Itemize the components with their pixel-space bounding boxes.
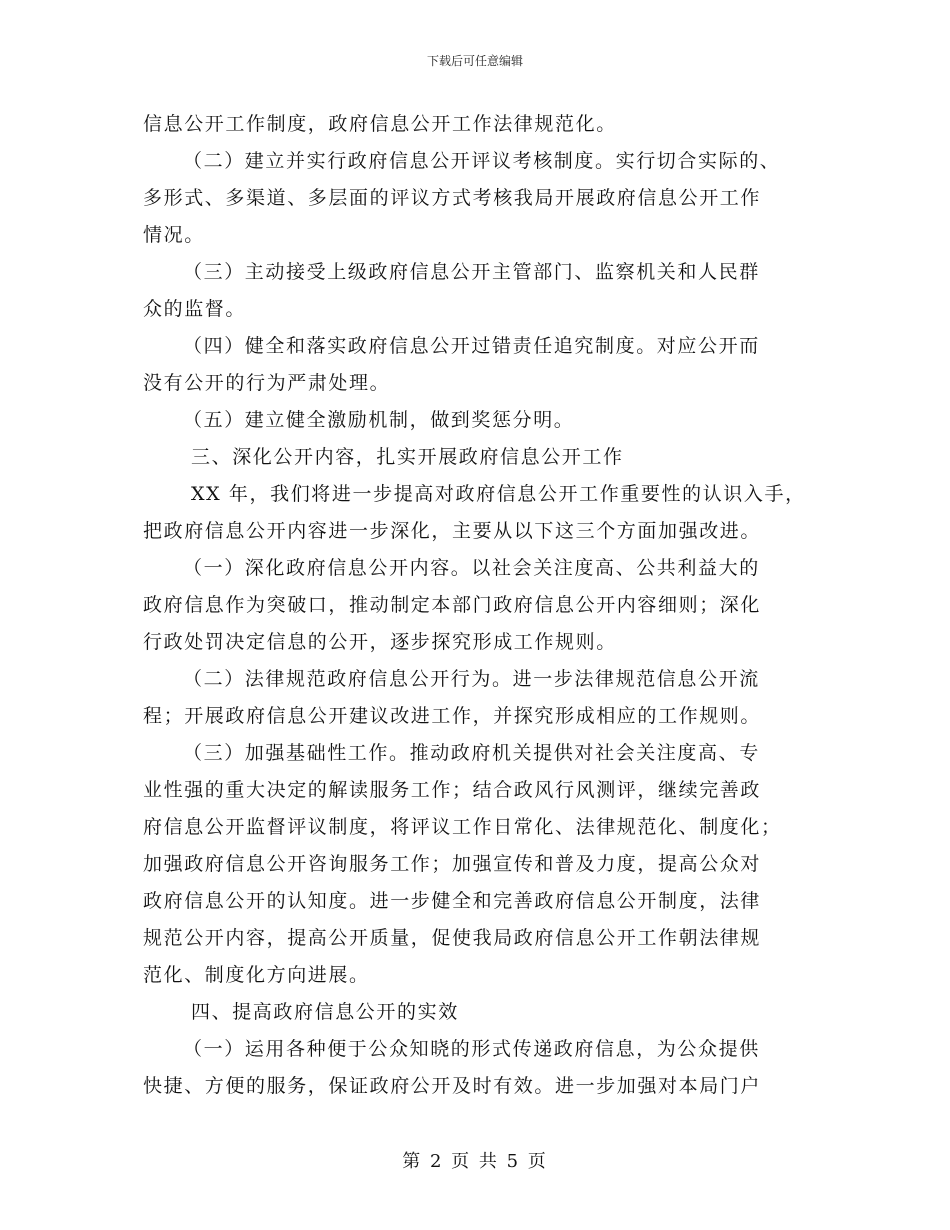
text-line: 程；开展政府信息公开建议改进工作，并探究形成相应的工作规则。: [143, 705, 762, 727]
text-line: （三）加强基础性工作。推动政府机关提供对社会关注度高、专: [183, 742, 760, 764]
text-line: 多形式、多渠道、多层面的评议方式考核我局开展政府信息公开工作: [143, 187, 762, 209]
text-line: 加强政府信息公开咨询服务工作；加强宣传和普及力度，提高公众对: [143, 853, 762, 875]
text-line: 业性强的重大决定的解读服务工作；结合政风行风测评，继续完善政: [143, 779, 762, 801]
text-line: 把政府信息公开内容进一步深化，主要从以下这三个方面加强改进。: [143, 520, 762, 542]
text-line: （三）主动接受上级政府信息公开主管部门、监察机关和人民群: [183, 261, 760, 283]
text-line: 政府信息作为突破口，推动制定本部门政府信息公开内容细则；深化: [143, 594, 762, 616]
section-heading: 三、深化公开内容，扎实开展政府信息公开工作: [191, 446, 624, 468]
section-heading: 四、提高政府信息公开的实效: [191, 1001, 459, 1023]
text-line: （一）深化政府信息公开内容。以社会关注度高、公共利益大的: [183, 557, 760, 579]
text-line: 快捷、方便的服务，保证政府公开及时有效。进一步加强对本局门户: [143, 1075, 762, 1097]
text-line: 情况。: [143, 224, 205, 246]
text-line: XX 年，我们将进一步提高对政府信息公开工作重要性的认识入手，: [191, 483, 806, 505]
text-line: 没有公开的行为严肃处理。: [143, 372, 391, 394]
text-line: 政府信息公开的认知度。进一步健全和完善政府信息公开制度，法律: [143, 890, 762, 912]
text-line: （五）建立健全激励机制，做到奖惩分明。: [183, 409, 575, 431]
text-line: 众的监督。: [143, 298, 247, 320]
text-line: 范化、制度化方向进展。: [143, 964, 370, 986]
text-line: （二）建立并实行政府信息公开评议考核制度。实行切合实际的、: [183, 150, 781, 172]
text-line: 行政处罚决定信息的公开，逐步探究形成工作规则。: [143, 631, 617, 653]
page-header: 下载后可任意编辑: [426, 54, 523, 68]
text-line: 府信息公开监督评议制度，将评议工作日常化、法律规范化、制度化；: [143, 816, 782, 838]
text-line: 规范公开内容，提高公开质量，促使我局政府信息公开工作朝法律规: [143, 927, 762, 949]
text-line: （二）法律规范政府信息公开行为。进一步法律规范信息公开流: [183, 668, 760, 690]
document-body: [143, 106, 813, 1105]
text-line: （一）运用各种便于公众知晓的形式传递政府信息，为公众提供: [183, 1038, 760, 1060]
page-footer: 第 2 页 共 5 页: [402, 1151, 548, 1172]
text-line: 信息公开工作制度，政府信息公开工作法律规范化。: [143, 113, 617, 135]
text-line: （四）健全和落实政府信息公开过错责任追究制度。对应公开而: [183, 335, 760, 357]
